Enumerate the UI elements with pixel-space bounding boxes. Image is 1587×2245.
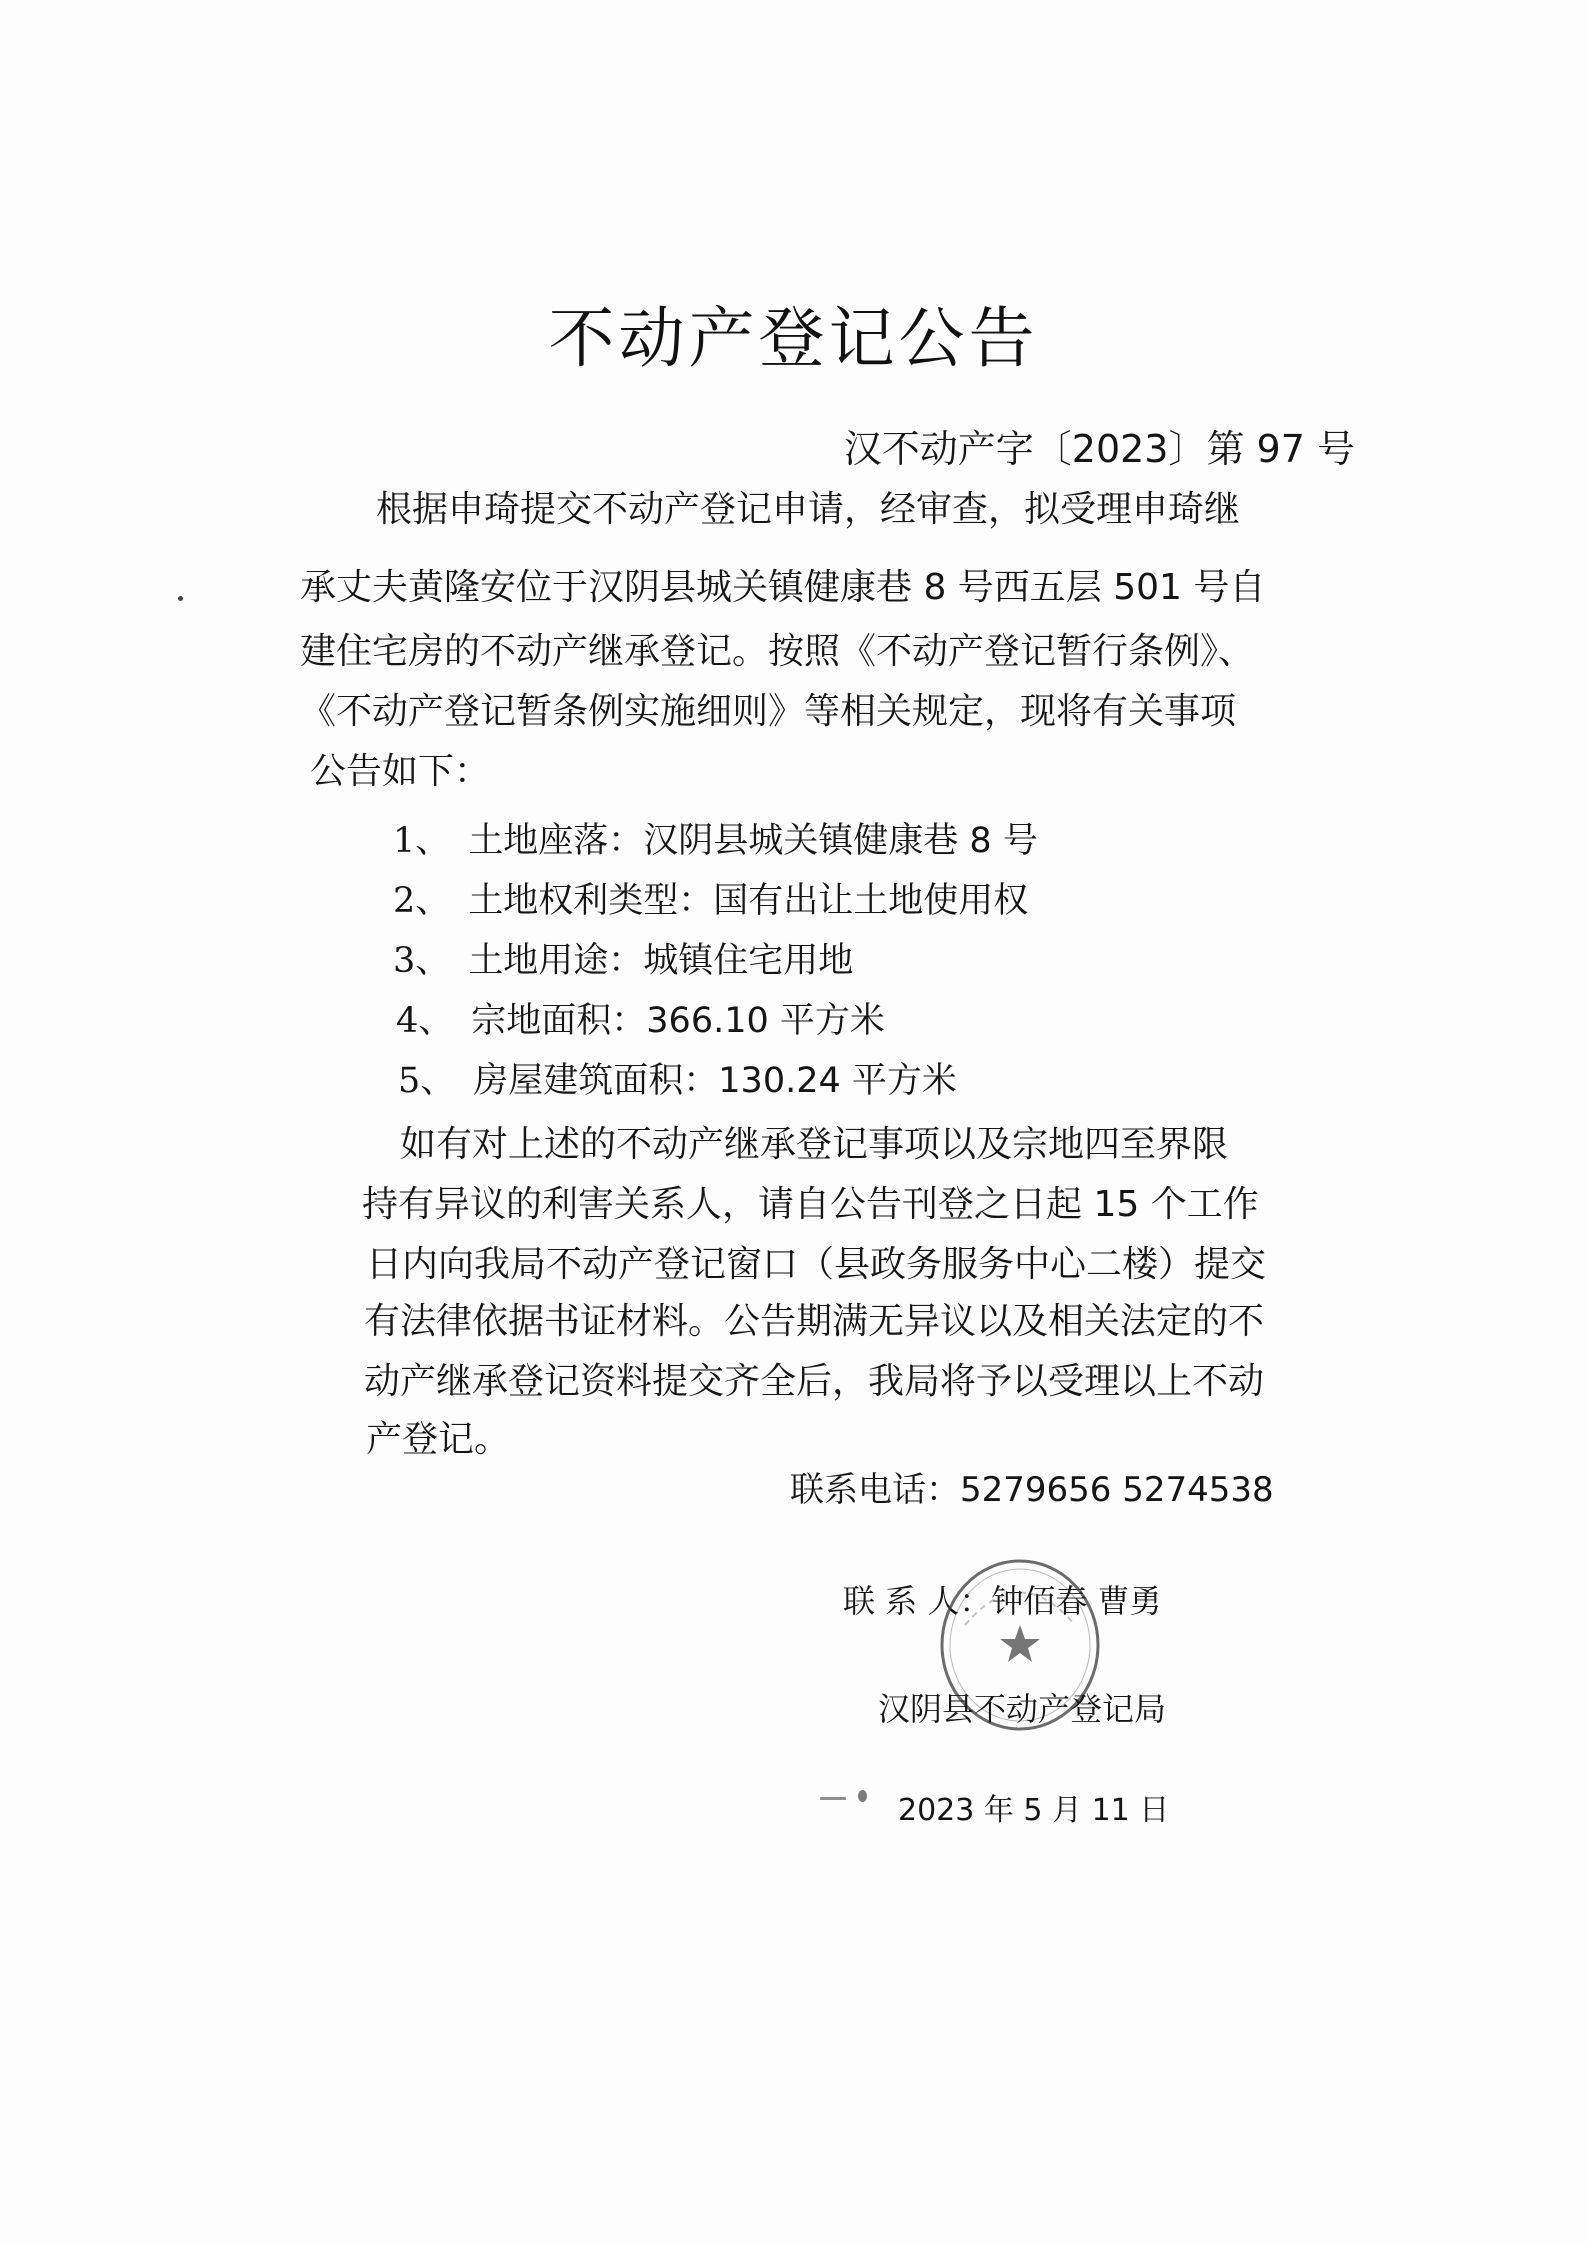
item-text: 房屋建筑面积：130.24 平方米 bbox=[473, 1061, 957, 1101]
item-number: 5、 bbox=[398, 1061, 456, 1101]
closing-line: 日内向我局不动产登记窗口（县政务服务中心二楼）提交 bbox=[366, 1244, 1267, 1285]
contact-person: 联 系 人：钟佰春 曹勇 bbox=[843, 1582, 1162, 1620]
issue-date: 2023 年 5 月 11 日 bbox=[898, 1793, 1170, 1828]
item-text: 宗地面积：366.10 平方米 bbox=[471, 1001, 885, 1041]
item-text: 土地权利类型：国有出让土地使用权 bbox=[468, 881, 1029, 921]
item-text: 土地座落：汉阴县城关镇健康巷 8 号 bbox=[468, 821, 1038, 861]
closing-line: 持有异议的利害关系人，请自公告刊登之日起 15 个工作 bbox=[362, 1184, 1259, 1225]
item-number: 2、 bbox=[393, 881, 451, 921]
list-item bbox=[398, 1060, 957, 1102]
item-number: 4、 bbox=[396, 1001, 454, 1041]
item-number: 1、 bbox=[393, 821, 451, 861]
item-text: 土地用途：城镇住宅用地 bbox=[468, 941, 854, 981]
intro-line: 《不动产登记暂条例实施细则》等相关规定，现将有关事项 bbox=[300, 691, 1237, 732]
item-number: 3、 bbox=[393, 941, 451, 981]
contact-phone: 联系电话：5279656 5274538 bbox=[790, 1470, 1274, 1510]
list-item bbox=[393, 940, 853, 982]
scan-speck bbox=[178, 596, 183, 601]
document-number: 汉不动产字〔2023〕第 97 号 bbox=[843, 427, 1355, 471]
scan-speck bbox=[820, 1797, 846, 1800]
list-item bbox=[393, 880, 1028, 922]
closing-line: 动产继承登记资料提交齐全后，我局将予以受理以上不动 bbox=[364, 1361, 1265, 1402]
list-item bbox=[393, 820, 1038, 862]
closing-line: 产登记。 bbox=[366, 1419, 511, 1460]
intro-line: 根据申琦提交不动产登记申请，经审查，拟受理申琦继 bbox=[376, 489, 1241, 530]
closing-line: 有法律依据书证材料。公告期满无异议以及相关法定的不 bbox=[364, 1301, 1265, 1342]
intro-line: 公告如下： bbox=[310, 751, 491, 792]
intro-line: 承丈夫黄隆安位于汉阴县城关镇健康巷 8 号西五层 501 号自 bbox=[300, 567, 1266, 608]
issuing-bureau: 汉阴县不动产登记局 bbox=[878, 1690, 1167, 1728]
scan-speck bbox=[858, 1790, 867, 1802]
closing-line: 如有对上述的不动产继承登记事项以及宗地四至界限 bbox=[400, 1124, 1229, 1165]
intro-line: 建住宅房的不动产继承登记。按照《不动产登记暂行条例》、 bbox=[300, 631, 1255, 672]
list-item bbox=[396, 1000, 885, 1042]
page-title: 不动产登记公告 bbox=[548, 300, 1039, 377]
